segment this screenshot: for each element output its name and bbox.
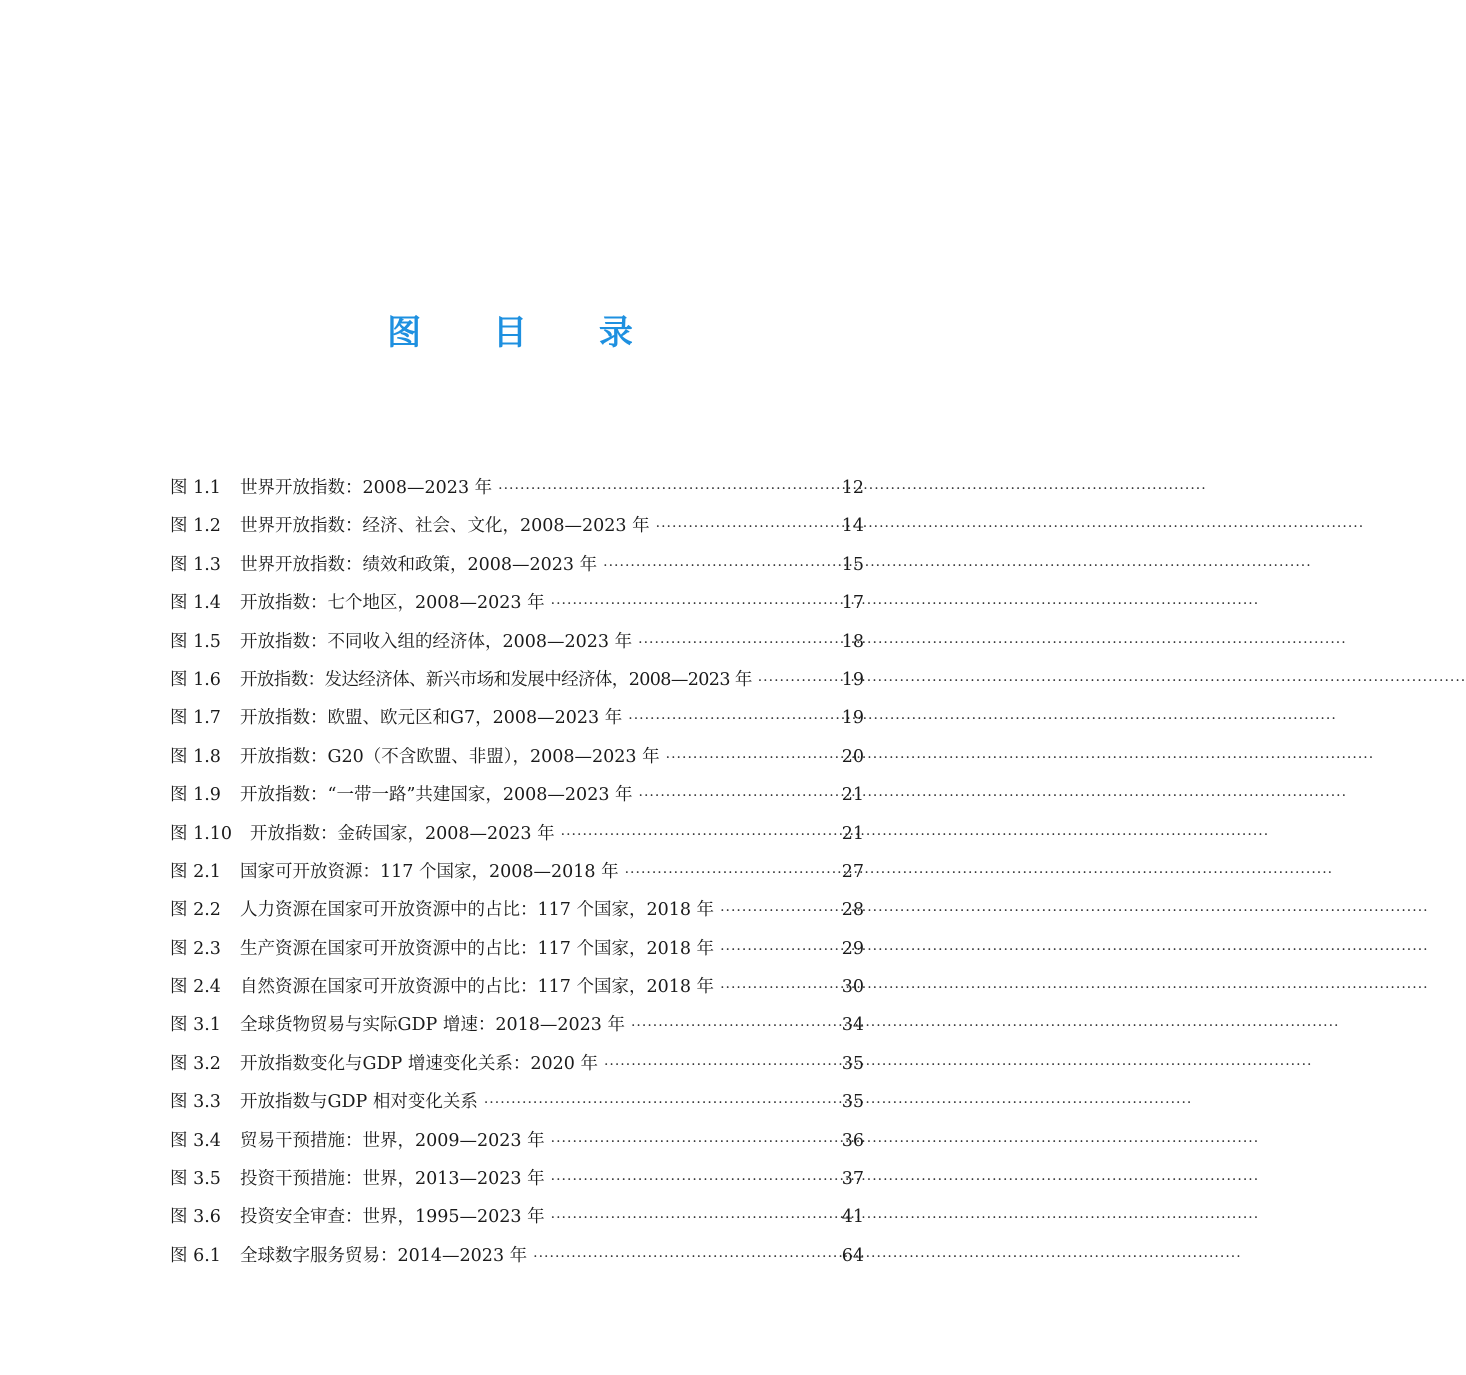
figure-title: 开放指数：七个地区，2008—2023 年	[240, 593, 545, 614]
dot-leader	[656, 508, 830, 546]
toc-entry[interactable]	[170, 661, 864, 699]
figure-number: 图 2.4	[170, 977, 221, 998]
toc-entry[interactable]	[170, 1122, 864, 1160]
figure-title: 开放指数变化与GDP 增速变化关系：2020 年	[240, 1053, 598, 1074]
figure-title: 全球数字服务贸易：2014—2023 年	[240, 1245, 528, 1266]
toc-entry[interactable]	[170, 853, 864, 891]
dot-leader	[666, 739, 830, 777]
figure-title: 人力资源在国家可开放资源中的占比：117 个国家，2018 年	[240, 900, 715, 921]
toc-entry[interactable]	[170, 699, 864, 737]
figure-title: 开放指数：不同收入组的经济体，2008—2023 年	[240, 631, 633, 652]
page-number: 17	[841, 593, 864, 614]
dot-leader	[758, 662, 830, 700]
toc-entry[interactable]	[170, 1006, 864, 1044]
toc-entry[interactable]	[170, 815, 864, 853]
figure-title: 国家可开放资源：117 个国家，2008—2018 年	[240, 861, 619, 882]
figure-number: 图 1.1	[170, 478, 221, 498]
dot-leader	[639, 777, 830, 815]
page-number: 21	[841, 785, 864, 806]
toc-entry[interactable]	[170, 1237, 864, 1275]
figure-number: 图 2.1	[170, 861, 221, 882]
figure-title: 开放指数：金砖国家，2008—2023 年	[250, 823, 555, 844]
page-number: 35	[841, 1092, 864, 1113]
page-number: 18	[841, 631, 864, 652]
dot-leader	[625, 854, 830, 892]
dot-leader	[631, 1007, 830, 1045]
dot-leader	[551, 1199, 830, 1237]
toc-entry[interactable]	[170, 507, 864, 545]
figure-title: 投资安全审查：世界，1995—2023 年	[240, 1207, 545, 1228]
figure-title: 生产资源在国家可开放资源中的占比：117 个国家，2018 年	[240, 938, 715, 959]
figure-title: 全球货物贸易与实际GDP 增速：2018—2023 年	[240, 1015, 625, 1036]
figure-number: 图 3.3	[170, 1092, 221, 1113]
page-number: 20	[841, 746, 864, 767]
page-number: 27	[841, 861, 864, 882]
figure-number: 图 3.4	[170, 1130, 221, 1151]
toc-entry[interactable]	[170, 776, 864, 814]
figure-number: 图 6.1	[170, 1245, 221, 1266]
page-number: 34	[841, 1015, 864, 1036]
toc-entry[interactable]	[170, 469, 864, 507]
dot-leader	[720, 969, 830, 1007]
figure-title: 开放指数与GDP 相对变化关系	[240, 1092, 478, 1113]
toc-entry[interactable]	[170, 584, 864, 622]
dot-leader	[498, 470, 830, 508]
figure-number: 图 1.7	[170, 708, 221, 729]
figure-title: 开放指数：发达经济体、新兴市场和发展中经济体，2008—2023 年	[240, 669, 752, 690]
page-number: 14	[841, 516, 864, 537]
toc-entry[interactable]	[170, 1083, 864, 1121]
page-number: 36	[841, 1130, 864, 1151]
dot-leader	[561, 816, 830, 854]
figure-number: 图 1.8	[170, 746, 221, 767]
figure-title: 开放指数：欧盟、欧元区和G7，2008—2023 年	[240, 708, 623, 729]
figure-number: 图 1.9	[170, 785, 221, 806]
page-number: 35	[841, 1053, 864, 1074]
toc-entry[interactable]	[170, 1198, 864, 1236]
toc-entry[interactable]	[170, 546, 864, 584]
figure-number: 图 1.6	[170, 669, 221, 690]
figure-title: 开放指数：G20（不含欧盟、非盟），2008—2023 年	[240, 746, 660, 767]
toc-entry[interactable]	[170, 968, 864, 1006]
page-number: 28	[841, 900, 864, 921]
toc-entry[interactable]	[170, 1045, 864, 1083]
figure-number: 图 3.2	[170, 1053, 221, 1074]
dot-leader	[603, 547, 830, 585]
dot-leader	[533, 1238, 830, 1276]
figure-number: 图 1.10	[170, 823, 233, 844]
page-number: 30	[841, 977, 864, 998]
figure-number: 图 1.2	[170, 516, 221, 537]
table-of-figures	[170, 469, 864, 1275]
figure-number: 图 3.6	[170, 1207, 221, 1228]
toc-entry[interactable]	[170, 1160, 864, 1198]
figure-number: 图 1.3	[170, 554, 221, 575]
figure-title: 投资干预措施：世界，2013—2023 年	[240, 1169, 545, 1190]
toc-entry[interactable]	[170, 891, 864, 929]
page-number: 12	[841, 478, 864, 498]
figure-number: 图 1.4	[170, 593, 221, 614]
dot-leader	[604, 1046, 830, 1084]
dot-leader	[551, 1123, 830, 1161]
dot-leader	[720, 892, 830, 930]
page-number: 15	[841, 554, 864, 575]
figure-number: 图 1.5	[170, 631, 221, 652]
figure-number: 图 3.5	[170, 1169, 221, 1190]
toc-entry[interactable]	[170, 930, 864, 968]
figure-title: 世界开放指数：绩效和政策，2008—2023 年	[240, 554, 598, 575]
toc-entry[interactable]	[170, 623, 864, 661]
page-number: 29	[841, 938, 864, 959]
page-number: 19	[841, 669, 864, 690]
dot-leader	[628, 700, 830, 738]
dot-leader	[720, 931, 830, 969]
figure-number: 图 2.2	[170, 900, 221, 921]
figure-title: 世界开放指数：经济、社会、文化，2008—2023 年	[240, 516, 650, 537]
page-number: 64	[841, 1245, 864, 1266]
figure-title: 自然资源在国家可开放资源中的占比：117 个国家，2018 年	[240, 977, 715, 998]
toc-entry[interactable]	[170, 738, 864, 776]
page-title: 图 目 录	[387, 313, 663, 353]
dot-leader	[638, 624, 830, 662]
figure-title: 开放指数：“一带一路”共建国家，2008—2023 年	[240, 785, 633, 806]
page-number: 41	[841, 1207, 864, 1228]
figure-title: 世界开放指数：2008—2023 年	[240, 478, 493, 498]
dot-leader	[484, 1084, 830, 1122]
figure-number: 图 3.1	[170, 1015, 221, 1036]
page-number: 19	[841, 708, 864, 729]
figure-title: 贸易干预措施：世界，2009—2023 年	[240, 1130, 545, 1151]
page-number: 21	[841, 823, 864, 844]
page-number: 37	[841, 1169, 864, 1190]
dot-leader	[551, 1161, 830, 1199]
dot-leader	[551, 585, 830, 623]
figure-number: 图 2.3	[170, 938, 221, 959]
